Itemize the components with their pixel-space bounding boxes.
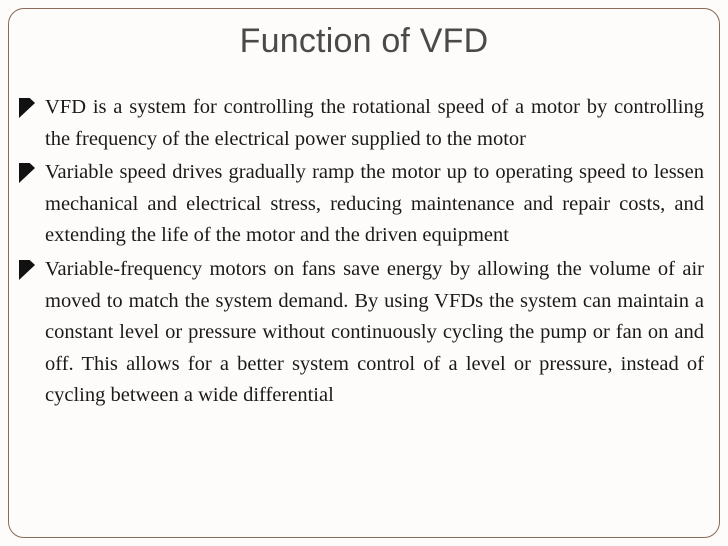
bullet-item bbox=[12, 157, 704, 252]
bullet-text: Variable-frequency motors on fans save energy by allowing the volume of air moved to match the system demand. By using VFDs the system can maintain a constant level or pressure without continuously cycling the pump or fan on and off. This allows for a better system control of a level or pressure, instead of cycling between a wide differential bbox=[45, 257, 704, 407]
bullet-item bbox=[12, 254, 704, 412]
bullet-icon bbox=[12, 163, 42, 183]
bullet-item bbox=[12, 92, 704, 155]
slide-title: Function of VFD bbox=[239, 22, 489, 60]
bullet-text: Variable speed drives gradually ramp the motor up to operating speed to lessen mechanical and electrical stress, reducing maintenance and repair costs, and extending the life of the motor and the driven equipment bbox=[45, 161, 704, 247]
bullet-icon bbox=[12, 98, 42, 118]
bullet-list bbox=[12, 92, 704, 414]
bullet-text: VFD is a system for controlling the rotational speed of a motor by controlling the frequency of the electrical power supplied to the motor bbox=[45, 96, 704, 150]
bullet-icon bbox=[12, 260, 42, 280]
